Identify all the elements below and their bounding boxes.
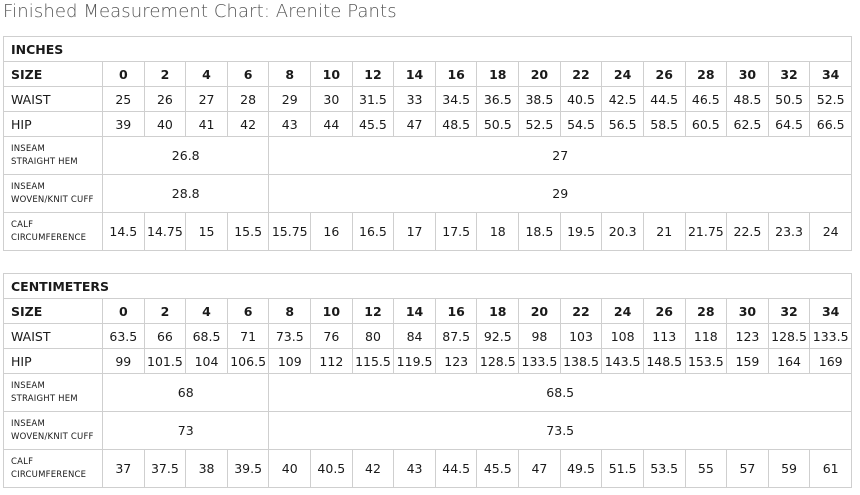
hip-value: 62.5 — [727, 112, 769, 137]
calf-value: 37.5 — [144, 450, 186, 488]
waist-label: WAIST — [4, 87, 103, 112]
hip-value: 48.5 — [435, 112, 477, 137]
hip-value: 112 — [311, 349, 353, 374]
hip-value: 159 — [727, 349, 769, 374]
calf-value: 21.75 — [685, 213, 727, 251]
inseam-straight-label-line: INSEAM — [11, 143, 45, 154]
waist-value: 50.5 — [768, 87, 810, 112]
calf-value: 24 — [810, 213, 852, 251]
calf-value: 53.5 — [643, 450, 685, 488]
size-value: 0 — [103, 62, 145, 87]
calf-value: 16 — [311, 213, 353, 251]
calf-value: 57 — [727, 450, 769, 488]
waist-value: 103 — [560, 324, 602, 349]
calf-value: 38 — [186, 450, 228, 488]
inseam-cuff-row — [4, 175, 852, 213]
hip-value: 133.5 — [519, 349, 561, 374]
waist-value: 113 — [643, 324, 685, 349]
calf-value: 37 — [103, 450, 145, 488]
hip-value: 66.5 — [810, 112, 852, 137]
calf-value: 47 — [519, 450, 561, 488]
calf-label — [4, 213, 103, 251]
inseam-cuff-value: 73 — [103, 412, 269, 450]
waist-value: 123 — [727, 324, 769, 349]
hip-value: 138.5 — [560, 349, 602, 374]
inseam-straight-value: 68 — [103, 374, 269, 412]
waist-value: 98 — [519, 324, 561, 349]
calf-value: 55 — [685, 450, 727, 488]
waist-value: 29 — [269, 87, 311, 112]
size-value: 26 — [643, 62, 685, 87]
size-value: 6 — [227, 62, 269, 87]
hip-value: 43 — [269, 112, 311, 137]
waist-value: 34.5 — [435, 87, 477, 112]
size-value: 24 — [602, 299, 644, 324]
waist-value: 25 — [103, 87, 145, 112]
calf-label-line: CIRCUMFERENCE — [11, 232, 87, 243]
size-value: 12 — [352, 62, 394, 87]
size-value: 14 — [394, 299, 436, 324]
size-value: 4 — [186, 62, 228, 87]
calf-row — [4, 450, 852, 488]
inseam-straight-label — [4, 374, 103, 412]
inseam-straight-label-line: STRAIGHT HEM — [11, 393, 78, 404]
inseam-cuff-label-line: INSEAM — [11, 181, 45, 192]
inseam-cuff-label-line: INSEAM — [11, 418, 45, 429]
waist-row — [4, 324, 852, 349]
calf-value: 20.3 — [602, 213, 644, 251]
waist-value: 84 — [394, 324, 436, 349]
inseam-straight-value: 27 — [269, 137, 852, 175]
waist-value: 92.5 — [477, 324, 519, 349]
size-value: 18 — [477, 62, 519, 87]
inseam-straight-label — [4, 137, 103, 175]
calf-value: 49.5 — [560, 450, 602, 488]
hip-value: 45.5 — [352, 112, 394, 137]
inseam-cuff-label — [4, 412, 103, 450]
calf-value: 51.5 — [602, 450, 644, 488]
waist-value: 38.5 — [519, 87, 561, 112]
calf-value: 14.5 — [103, 213, 145, 251]
hip-value: 153.5 — [685, 349, 727, 374]
hip-row — [4, 349, 852, 374]
size-value: 14 — [394, 62, 436, 87]
hip-value: 104 — [186, 349, 228, 374]
calf-value: 17 — [394, 213, 436, 251]
inseam-straight-label-line: INSEAM — [11, 380, 45, 391]
waist-value: 40.5 — [560, 87, 602, 112]
unit-header-row — [4, 274, 852, 299]
size-value: 20 — [519, 299, 561, 324]
hip-value: 143.5 — [602, 349, 644, 374]
hip-value: 50.5 — [477, 112, 519, 137]
inseam-cuff-row — [4, 412, 852, 450]
calf-label — [4, 450, 103, 488]
calf-value: 39.5 — [227, 450, 269, 488]
inseam-cuff-label-line: WOVEN/KNIT CUFF — [11, 194, 94, 205]
calf-value: 21 — [643, 213, 685, 251]
size-value: 32 — [768, 299, 810, 324]
hip-value: 52.5 — [519, 112, 561, 137]
unit-label: INCHES — [4, 37, 852, 62]
inseam-cuff-label-line: WOVEN/KNIT CUFF — [11, 431, 94, 442]
calf-value: 14.75 — [144, 213, 186, 251]
calf-value: 15.75 — [269, 213, 311, 251]
hip-row — [4, 112, 852, 137]
size-label: SIZE — [4, 62, 103, 87]
waist-value: 66 — [144, 324, 186, 349]
waist-label: WAIST — [4, 324, 103, 349]
size-value: 10 — [311, 62, 353, 87]
hip-value: 39 — [103, 112, 145, 137]
calf-value: 44.5 — [435, 450, 477, 488]
size-row — [4, 62, 852, 87]
size-value: 30 — [727, 299, 769, 324]
waist-row — [4, 87, 852, 112]
waist-value: 68.5 — [186, 324, 228, 349]
calf-value: 61 — [810, 450, 852, 488]
size-value: 34 — [810, 299, 852, 324]
centimeters-table — [3, 273, 852, 488]
hip-label: HIP — [4, 349, 103, 374]
hip-value: 56.5 — [602, 112, 644, 137]
inseam-cuff-value: 28.8 — [103, 175, 269, 213]
calf-value: 22.5 — [727, 213, 769, 251]
size-value: 24 — [602, 62, 644, 87]
size-value: 12 — [352, 299, 394, 324]
inches-table — [3, 36, 852, 251]
hip-value: 58.5 — [643, 112, 685, 137]
calf-value: 19.5 — [560, 213, 602, 251]
inseam-straight-row — [4, 374, 852, 412]
hip-value: 60.5 — [685, 112, 727, 137]
unit-header-row — [4, 37, 852, 62]
calf-value: 42 — [352, 450, 394, 488]
inseam-cuff-label — [4, 175, 103, 213]
waist-value: 33 — [394, 87, 436, 112]
waist-value: 128.5 — [768, 324, 810, 349]
size-value: 28 — [685, 62, 727, 87]
hip-value: 128.5 — [477, 349, 519, 374]
calf-value: 43 — [394, 450, 436, 488]
waist-value: 108 — [602, 324, 644, 349]
waist-value: 71 — [227, 324, 269, 349]
size-value: 28 — [685, 299, 727, 324]
hip-value: 119.5 — [394, 349, 436, 374]
size-value: 26 — [643, 299, 685, 324]
calf-label-line: CALF — [11, 219, 34, 230]
waist-value: 36.5 — [477, 87, 519, 112]
calf-label-line: CALF — [11, 456, 34, 467]
calf-value: 45.5 — [477, 450, 519, 488]
calf-value: 40 — [269, 450, 311, 488]
hip-value: 101.5 — [144, 349, 186, 374]
hip-value: 169 — [810, 349, 852, 374]
size-value: 10 — [311, 299, 353, 324]
size-value: 0 — [103, 299, 145, 324]
waist-value: 87.5 — [435, 324, 477, 349]
calf-value: 59 — [768, 450, 810, 488]
calf-value: 18 — [477, 213, 519, 251]
size-value: 34 — [810, 62, 852, 87]
hip-value: 148.5 — [643, 349, 685, 374]
waist-value: 63.5 — [103, 324, 145, 349]
hip-value: 47 — [394, 112, 436, 137]
waist-value: 73.5 — [269, 324, 311, 349]
unit-label: CENTIMETERS — [4, 274, 852, 299]
size-value: 8 — [269, 299, 311, 324]
size-value: 2 — [144, 299, 186, 324]
inseam-straight-value: 68.5 — [269, 374, 852, 412]
hip-value: 64.5 — [768, 112, 810, 137]
size-label: SIZE — [4, 299, 103, 324]
waist-value: 27 — [186, 87, 228, 112]
hip-value: 109 — [269, 349, 311, 374]
size-value: 22 — [560, 62, 602, 87]
size-value: 4 — [186, 299, 228, 324]
size-row — [4, 299, 852, 324]
waist-value: 133.5 — [810, 324, 852, 349]
waist-value: 76 — [311, 324, 353, 349]
inseam-cuff-value: 29 — [269, 175, 852, 213]
calf-label-line: CIRCUMFERENCE — [11, 469, 87, 480]
size-value: 30 — [727, 62, 769, 87]
size-value: 2 — [144, 62, 186, 87]
hip-value: 106.5 — [227, 349, 269, 374]
size-value: 8 — [269, 62, 311, 87]
size-value: 18 — [477, 299, 519, 324]
waist-value: 44.5 — [643, 87, 685, 112]
calf-value: 15 — [186, 213, 228, 251]
hip-value: 164 — [768, 349, 810, 374]
calf-value: 16.5 — [352, 213, 394, 251]
size-value: 16 — [435, 62, 477, 87]
size-value: 22 — [560, 299, 602, 324]
waist-value: 52.5 — [810, 87, 852, 112]
calf-value: 18.5 — [519, 213, 561, 251]
calf-row — [4, 213, 852, 251]
hip-label: HIP — [4, 112, 103, 137]
calf-value: 23.3 — [768, 213, 810, 251]
inseam-straight-value: 26.8 — [103, 137, 269, 175]
hip-value: 44 — [311, 112, 353, 137]
size-value: 16 — [435, 299, 477, 324]
hip-value: 115.5 — [352, 349, 394, 374]
hip-value: 99 — [103, 349, 145, 374]
inseam-straight-row — [4, 137, 852, 175]
inseam-cuff-value: 73.5 — [269, 412, 852, 450]
waist-value: 26 — [144, 87, 186, 112]
inseam-straight-label-line: STRAIGHT HEM — [11, 156, 78, 167]
waist-value: 31.5 — [352, 87, 394, 112]
waist-value: 46.5 — [685, 87, 727, 112]
waist-value: 42.5 — [602, 87, 644, 112]
calf-value: 17.5 — [435, 213, 477, 251]
waist-value: 48.5 — [727, 87, 769, 112]
size-value: 6 — [227, 299, 269, 324]
waist-value: 118 — [685, 324, 727, 349]
waist-value: 28 — [227, 87, 269, 112]
hip-value: 54.5 — [560, 112, 602, 137]
calf-value: 40.5 — [311, 450, 353, 488]
size-value: 20 — [519, 62, 561, 87]
hip-value: 123 — [435, 349, 477, 374]
hip-value: 41 — [186, 112, 228, 137]
waist-value: 80 — [352, 324, 394, 349]
waist-value: 30 — [311, 87, 353, 112]
page-title: Finished Measurement Chart: Arenite Pants — [3, 1, 397, 22]
hip-value: 40 — [144, 112, 186, 137]
hip-value: 42 — [227, 112, 269, 137]
size-value: 32 — [768, 62, 810, 87]
calf-value: 15.5 — [227, 213, 269, 251]
